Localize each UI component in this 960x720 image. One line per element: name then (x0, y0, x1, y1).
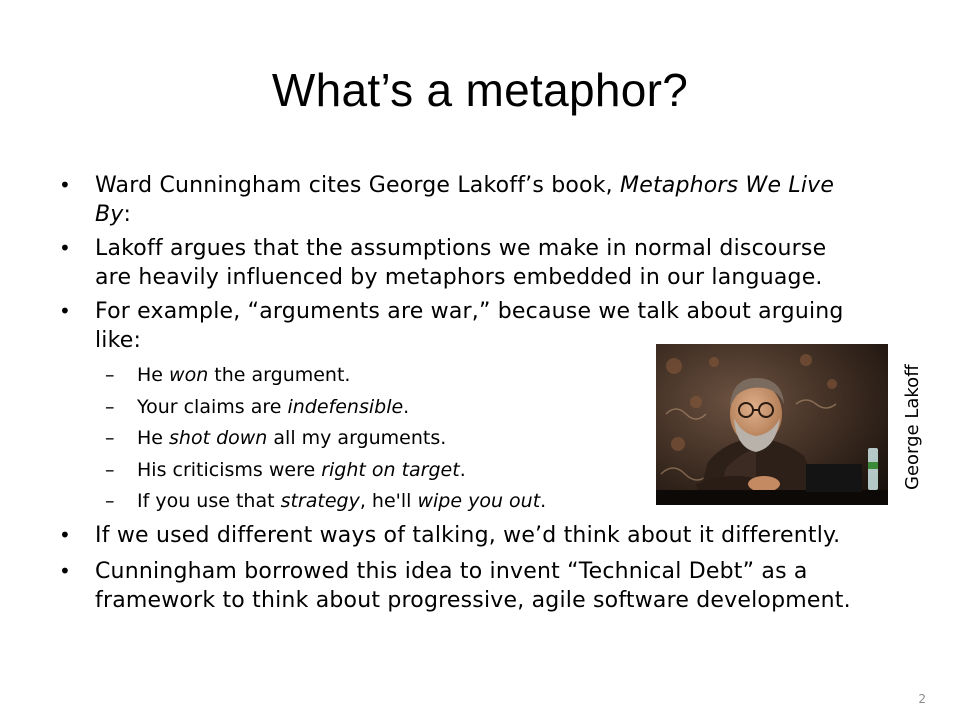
example-emphasis: strategy (280, 490, 360, 512)
example-text: all my arguments. (267, 427, 447, 449)
bullet-symbol: • (59, 299, 71, 323)
example-text: . (540, 490, 547, 512)
bullet-symbol: • (59, 523, 71, 547)
bullet-symbol: • (59, 173, 71, 197)
dash-symbol: – (105, 459, 115, 481)
bullet-continuation (95, 263, 823, 292)
bullet-symbol: • (59, 559, 71, 583)
bullet-text: For example, “arguments are war,” because we talk about arguing (95, 299, 844, 324)
bullet-text: like: (95, 328, 142, 353)
bullet-text: : (123, 202, 132, 227)
bullet-text: Lakoff argues that the assumptions we make in normal discourse (95, 236, 827, 261)
bullet-item (59, 297, 844, 326)
bullet-continuation (95, 326, 141, 355)
example-emphasis: right on target (321, 459, 460, 481)
example-item (105, 360, 351, 390)
lakoff-photo (656, 344, 888, 505)
example-text: . (403, 396, 410, 418)
example-emphasis: wipe you out (417, 490, 541, 512)
bullet-item (59, 557, 808, 586)
bullet-symbol: • (59, 236, 71, 260)
dash-symbol: – (105, 490, 115, 512)
portrait-illustration (656, 344, 888, 505)
dash-symbol: – (105, 396, 115, 418)
page-number: 2 (918, 692, 926, 706)
bullet-text: framework to think about progressive, agile software development. (95, 588, 851, 613)
book-title-end: By (95, 202, 124, 227)
bullet-continuation (95, 586, 851, 615)
bullet-text: Ward Cunningham cites George Lakoff’s book, (95, 173, 621, 198)
example-emphasis: indefensible (287, 396, 404, 418)
example-text: , he'll (359, 490, 418, 512)
bullet-text: Cunningham borrowed this idea to invent “Technical Debt” as a (95, 559, 808, 584)
slide-title: What’s a metaphor? (271, 64, 689, 116)
example-text: the argument. (208, 364, 351, 386)
example-text: If you use that (137, 490, 281, 512)
dash-symbol: – (105, 427, 115, 449)
example-item (105, 455, 466, 485)
example-text: His criticisms were (137, 459, 322, 481)
example-item (105, 392, 410, 422)
example-emphasis: won (169, 364, 209, 386)
bullet-item (59, 521, 841, 550)
example-item (105, 423, 447, 453)
photo-caption: George Lakoff (902, 364, 923, 490)
bullet-item (59, 171, 835, 200)
example-text: He (137, 364, 170, 386)
bullet-text: If we used different ways of talking, we’d think about it differently. (95, 523, 841, 548)
bullet-item (59, 234, 827, 263)
example-text: Your claims are (137, 396, 288, 418)
example-item (105, 486, 547, 516)
bullet-text: are heavily influenced by metaphors embedded in our language. (95, 265, 823, 290)
example-emphasis: shot down (169, 427, 268, 449)
bullet-continuation (95, 200, 131, 229)
book-title: Metaphors We Live (620, 173, 835, 198)
example-text: . (459, 459, 466, 481)
dash-symbol: – (105, 364, 115, 386)
example-text: He (137, 427, 170, 449)
